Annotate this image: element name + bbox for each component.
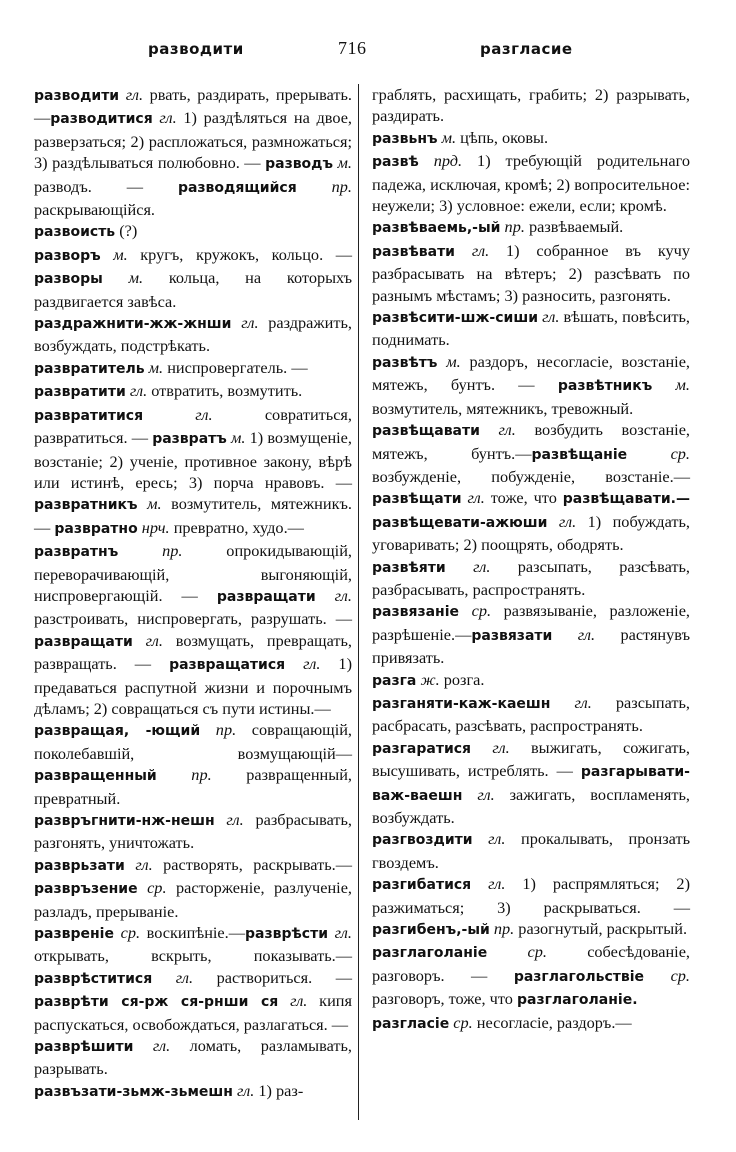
headword: разводъ	[265, 156, 334, 173]
headword: развратнъ	[34, 544, 119, 561]
header-right-word: разгласие	[480, 40, 573, 58]
grammar-label: гл.	[488, 874, 506, 894]
definition-text: совращающій, поколебавшій, возмущающій—	[34, 720, 352, 763]
dictionary-entry	[372, 828, 690, 873]
grammar-label: пр.	[215, 720, 237, 740]
definition-text: цѣпь, оковы.	[456, 127, 549, 147]
grammar-label: гл.	[159, 108, 177, 128]
dictionary-entry	[34, 1080, 352, 1103]
definition-text: тоже, что	[484, 488, 563, 508]
headword: развѣщавати.—развѣщевати-ажюши	[372, 491, 690, 531]
dictionary-entry	[372, 216, 690, 239]
dictionary-entry	[372, 306, 690, 351]
grammar-label: м.	[675, 375, 690, 395]
grammar-label: пр.	[504, 217, 525, 237]
definition-text: разбрасывать, разгонять, уничтожать.	[34, 810, 352, 853]
grammar-label: гл.	[135, 854, 153, 874]
grammar-label: гл.	[237, 1080, 255, 1100]
headword: развратитель	[34, 360, 145, 377]
grammar-label: гл.	[467, 488, 485, 508]
headword: развязаніе	[372, 604, 460, 621]
dictionary-entry	[372, 556, 690, 601]
definition-text: опрокидывающій, переворачивающій, выгоняющій, ниспровергающій. —	[34, 541, 352, 605]
headword: развьнъ	[372, 130, 438, 147]
definition-text: кипя распускаться, освобождаться, разлагаться. —	[34, 991, 352, 1034]
definition-text: развращенный, превратный.	[34, 765, 352, 808]
grammar-label: ж.	[420, 669, 440, 689]
grammar-label: м.	[128, 268, 144, 288]
right-column	[372, 84, 690, 1035]
definition-text: граблять, расхищать, грабить; 2) разрывать, раздирать.	[372, 85, 690, 126]
headword: развращати	[34, 633, 133, 650]
headword: развъзати-зьмж-зьмешн	[34, 1083, 233, 1100]
grammar-label: пр.	[331, 176, 352, 196]
definition-text: превратно, худо.—	[169, 517, 304, 537]
grammar-label: прд.	[433, 151, 463, 171]
dictionary-entry	[372, 873, 690, 941]
dictionary-entry	[372, 737, 690, 829]
definition-text: выжигать, сожигать, высушивать, истреблять. —	[372, 737, 690, 781]
definition-text: ниспровергатель. —	[163, 357, 308, 377]
grammar-label: м.	[147, 494, 162, 514]
definition-text: совратиться, развратиться. —	[34, 404, 352, 448]
headword: развратити	[34, 384, 126, 401]
headword: разгвоздити	[372, 832, 473, 849]
dictionary-entry	[34, 244, 352, 312]
dictionary-entry	[372, 600, 690, 668]
definition-text: возбудить возстаніе, мятежъ, бунтъ.—	[372, 420, 690, 463]
page-number: 716	[338, 38, 367, 58]
headword: разглагольствіе	[513, 968, 645, 985]
definition-text: кругъ, кружокъ, кольцо. —	[127, 244, 352, 264]
grammar-label: гл.	[488, 829, 506, 849]
grammar-label: пр.	[191, 765, 212, 785]
grammar-label: гл.	[492, 737, 510, 757]
headword: разгласіе	[372, 1015, 450, 1032]
dictionary-entry	[34, 404, 352, 540]
running-header	[0, 40, 736, 66]
headword: разврѣшити	[34, 1039, 134, 1056]
column-divider	[358, 84, 359, 1120]
dictionary-entry	[372, 941, 690, 1011]
headword: развратно	[54, 520, 138, 537]
grammar-label: м.	[230, 428, 246, 448]
grammar-label: гл.	[129, 381, 148, 401]
headword: разглаголаніе	[372, 945, 488, 962]
grammar-label: гл.	[574, 692, 592, 712]
definition-text: несогласіе, раздоръ.—	[472, 1012, 632, 1032]
headword: разга	[372, 672, 417, 689]
dictionary-entry	[372, 351, 690, 419]
definition-text: возбужденіе, побужденіе, возстаніе.—	[372, 466, 690, 486]
definition-text: развязываніе, разложеніе, разрѣшеніе.—	[372, 601, 690, 644]
headword: разврѣститися	[34, 970, 153, 987]
definition-text: кольца, на которыхъ раздвигается завѣса.	[34, 268, 352, 311]
headword: развѣ	[372, 154, 419, 171]
headword: развѣвати	[372, 243, 455, 260]
headword: разводящийся	[177, 179, 297, 196]
headword: развѣщавати	[372, 423, 480, 440]
headword: разгибатися	[372, 877, 472, 894]
grammar-label: гл.	[290, 991, 308, 1011]
dictionary-entry	[372, 150, 690, 216]
grammar-label: м.	[446, 351, 461, 371]
dictionary-entry	[372, 240, 690, 306]
dictionary-entry	[34, 922, 352, 1035]
headword: разворъ	[34, 247, 101, 264]
dictionary-entry	[372, 1012, 690, 1035]
definition-text: разговоръ, тоже, что	[372, 989, 517, 1009]
headword: развѣтникъ	[557, 378, 653, 395]
definition-text: раствориться. —	[193, 967, 353, 987]
definition-text: 1) предаваться распутной жизни и порочнымъ дѣламъ; 2) совращаться съ пути истины.—	[34, 654, 352, 718]
dictionary-entry	[34, 540, 352, 719]
headword: развѣтъ	[372, 354, 438, 371]
headword: развратъ	[152, 431, 227, 448]
grammar-label: гл.	[498, 420, 516, 440]
grammar-label: м.	[113, 244, 128, 264]
dictionary-entry	[372, 669, 690, 692]
grammar-label: нрч.	[141, 517, 170, 537]
headword: разврѣсти	[245, 926, 329, 943]
grammar-label: ср.	[147, 878, 167, 898]
definition-text: прокалывать, пронзать гвоздемъ.	[372, 829, 690, 872]
headword: развращати	[216, 588, 316, 605]
dictionary-entry	[372, 419, 690, 555]
grammar-label: ср.	[471, 601, 492, 621]
dictionary-entry	[34, 357, 352, 380]
definition-text: отвратить, возмутить.	[147, 381, 303, 401]
headword: развращатися	[169, 657, 286, 674]
definition-text: разсыпать, расбрасать, разсѣвать, распространять.	[372, 692, 690, 736]
headword: развръгнити-нж-нешн	[34, 813, 215, 829]
definition-text: собесѣдованіе, разговоръ. —	[372, 942, 690, 985]
grammar-label: ср.	[670, 965, 690, 985]
definition-text: 1) побуждать, уговаривать; 2) поощрять, ободрять.	[372, 511, 690, 555]
header-left-word: разводити	[148, 40, 244, 58]
dictionary-entry	[372, 84, 690, 127]
definition-text: 1) собранное въ кучу разбрасывать на вѣтеръ; 2) разсѣвать по разнымъ мѣстамъ; 3) разносить, разгонять.	[372, 240, 690, 305]
dictionary-entry	[34, 380, 352, 403]
grammar-label: ср.	[453, 1012, 473, 1032]
definition-text: раскрывающійся.	[34, 200, 156, 220]
headword: развреніе	[34, 926, 114, 943]
grammar-label: гл.	[334, 585, 352, 605]
grammar-label: ср.	[527, 942, 547, 962]
definition-text: 1) требующій родительнаго падежа, исключая, кромѣ; 2) вопросительное: неужели; 3) условное: ежели, если; кромѣ.	[372, 151, 690, 216]
definition-text: возмутитель, мятежникъ. —	[34, 494, 353, 537]
definition-text: 1) раз-	[254, 1080, 304, 1100]
definition-text: раздоръ, несогласіе, возстаніе, мятежъ, бунтъ. —	[372, 351, 690, 395]
grammar-label: гл.	[241, 313, 259, 333]
grammar-label: м.	[148, 357, 164, 377]
dictionary-entry	[34, 809, 352, 854]
headword: разгарывати-важ-ваешн	[372, 764, 690, 804]
headword: развръзение	[34, 881, 138, 898]
grammar-label: пр.	[162, 541, 183, 561]
definition-text: 1) распрямляться; 2) разжиматься; 3) раскрываться. —	[372, 874, 690, 917]
grammar-label: гл.	[125, 85, 144, 104]
grammar-label: м.	[337, 153, 352, 173]
definition-text: разводъ. —	[34, 176, 178, 196]
grammar-label: гл.	[145, 630, 163, 650]
grammar-label: м.	[441, 127, 457, 147]
headword: развращенный	[34, 768, 157, 785]
headword: разглаголаніе.	[516, 992, 638, 1009]
headword: разгибенъ,-ый	[372, 922, 490, 939]
dictionary-entry	[34, 312, 352, 357]
definition-text: вѣшать, повѣсить, поднимать.	[372, 307, 690, 350]
grammar-label: гл.	[175, 967, 194, 987]
definition-text: розга.	[439, 669, 485, 689]
grammar-label: гл.	[334, 923, 352, 943]
definition-text: 1) возмущеніе, возстаніе; 2) ученіе, противное закону, вѣрѣ или истинѣ, ересь; 3) порча нравовъ. —	[34, 428, 352, 492]
grammar-label: гл.	[152, 1036, 171, 1056]
grammar-label: гл.	[471, 240, 490, 260]
definition-text: разсыпать, разсѣвать, разбрасывать, распространять.	[372, 556, 690, 599]
grammar-label: пр.	[493, 919, 515, 939]
grammar-label: гл.	[577, 624, 596, 644]
definition-text: расторженіе, разлученіе, разладъ, прерываніе.	[34, 878, 352, 921]
definition-text: открывать, вскрыть, показывать.—	[34, 946, 352, 966]
grammar-label: гл.	[195, 404, 213, 424]
headword: разврьзати	[34, 857, 125, 874]
headword: раздражнити-жж-жнши	[34, 316, 232, 333]
headword: развѣваемь,-ый	[372, 220, 501, 237]
dictionary-entry	[34, 719, 352, 809]
grammar-label: гл.	[477, 784, 495, 804]
definition-text: развѣваемый.	[524, 217, 624, 237]
grammar-label: гл.	[226, 810, 244, 829]
headword: развратитися	[34, 407, 144, 424]
definition-text: (?)	[115, 221, 138, 241]
grammar-label: гл.	[542, 307, 560, 327]
definition-text: растянувъ привязать.	[372, 624, 690, 668]
definition-text: ломать, разламывать, разрывать.	[34, 1036, 352, 1079]
definition-text: воскипѣніе.—	[140, 923, 246, 943]
headword: развратникъ	[34, 497, 138, 514]
headword: развѣяти	[372, 559, 446, 576]
definition-text: возмущать, превращать, развращать. —	[34, 630, 352, 674]
headword: разводити	[34, 88, 120, 104]
headword: развѣщати	[372, 491, 462, 508]
grammar-label: ср.	[120, 923, 141, 943]
headword: разводитися	[50, 111, 153, 128]
grammar-label: гл.	[473, 556, 491, 576]
headword: разврѣти ся-рж ся-рнши ся	[34, 994, 279, 1011]
definition-text: раздражить, возбуждать, подстрѣкать.	[34, 313, 352, 356]
headword: развоисть	[34, 224, 116, 241]
dictionary-entry	[34, 1035, 352, 1080]
definition-text: зажигать, воспламенять, возбуждать.	[372, 784, 690, 827]
dictionary-entry	[34, 854, 352, 922]
dictionary-entry	[372, 127, 690, 150]
dictionary-entry	[372, 692, 690, 737]
grammar-label: ср.	[670, 443, 690, 463]
headword: развѣсити-шж-сиши	[372, 310, 539, 327]
headword: развѣщаніе	[531, 446, 628, 463]
grammar-label: гл.	[558, 511, 577, 531]
grammar-label: гл.	[303, 654, 321, 674]
definition-text: рвать, раздирать, прерывать.—	[34, 85, 352, 128]
definition-text: 1) раздѣляться на двое, разверзаться; 2) распложаться, размножаться; 3) раздѣлываться полюбовно. —	[34, 108, 352, 173]
definition-text: разогнутый, раскрытый.	[514, 919, 688, 939]
definition-text: разстроивать, ниспровергать, разрушать. —	[34, 609, 352, 629]
dictionary-entry	[34, 84, 352, 220]
dictionary-entry	[34, 220, 352, 243]
definition-text: возмутитель, мятежникъ, тревожный.	[372, 398, 634, 418]
definition-text: растворять, раскрывать.—	[152, 854, 353, 874]
headword: развязати	[471, 627, 553, 644]
headword: разгаратися	[372, 740, 472, 757]
headword: разворы	[34, 271, 103, 288]
left-column	[34, 84, 352, 1103]
headword: разганяти-каж-каешн	[372, 695, 551, 712]
headword: развращая, -ющий	[34, 723, 201, 740]
